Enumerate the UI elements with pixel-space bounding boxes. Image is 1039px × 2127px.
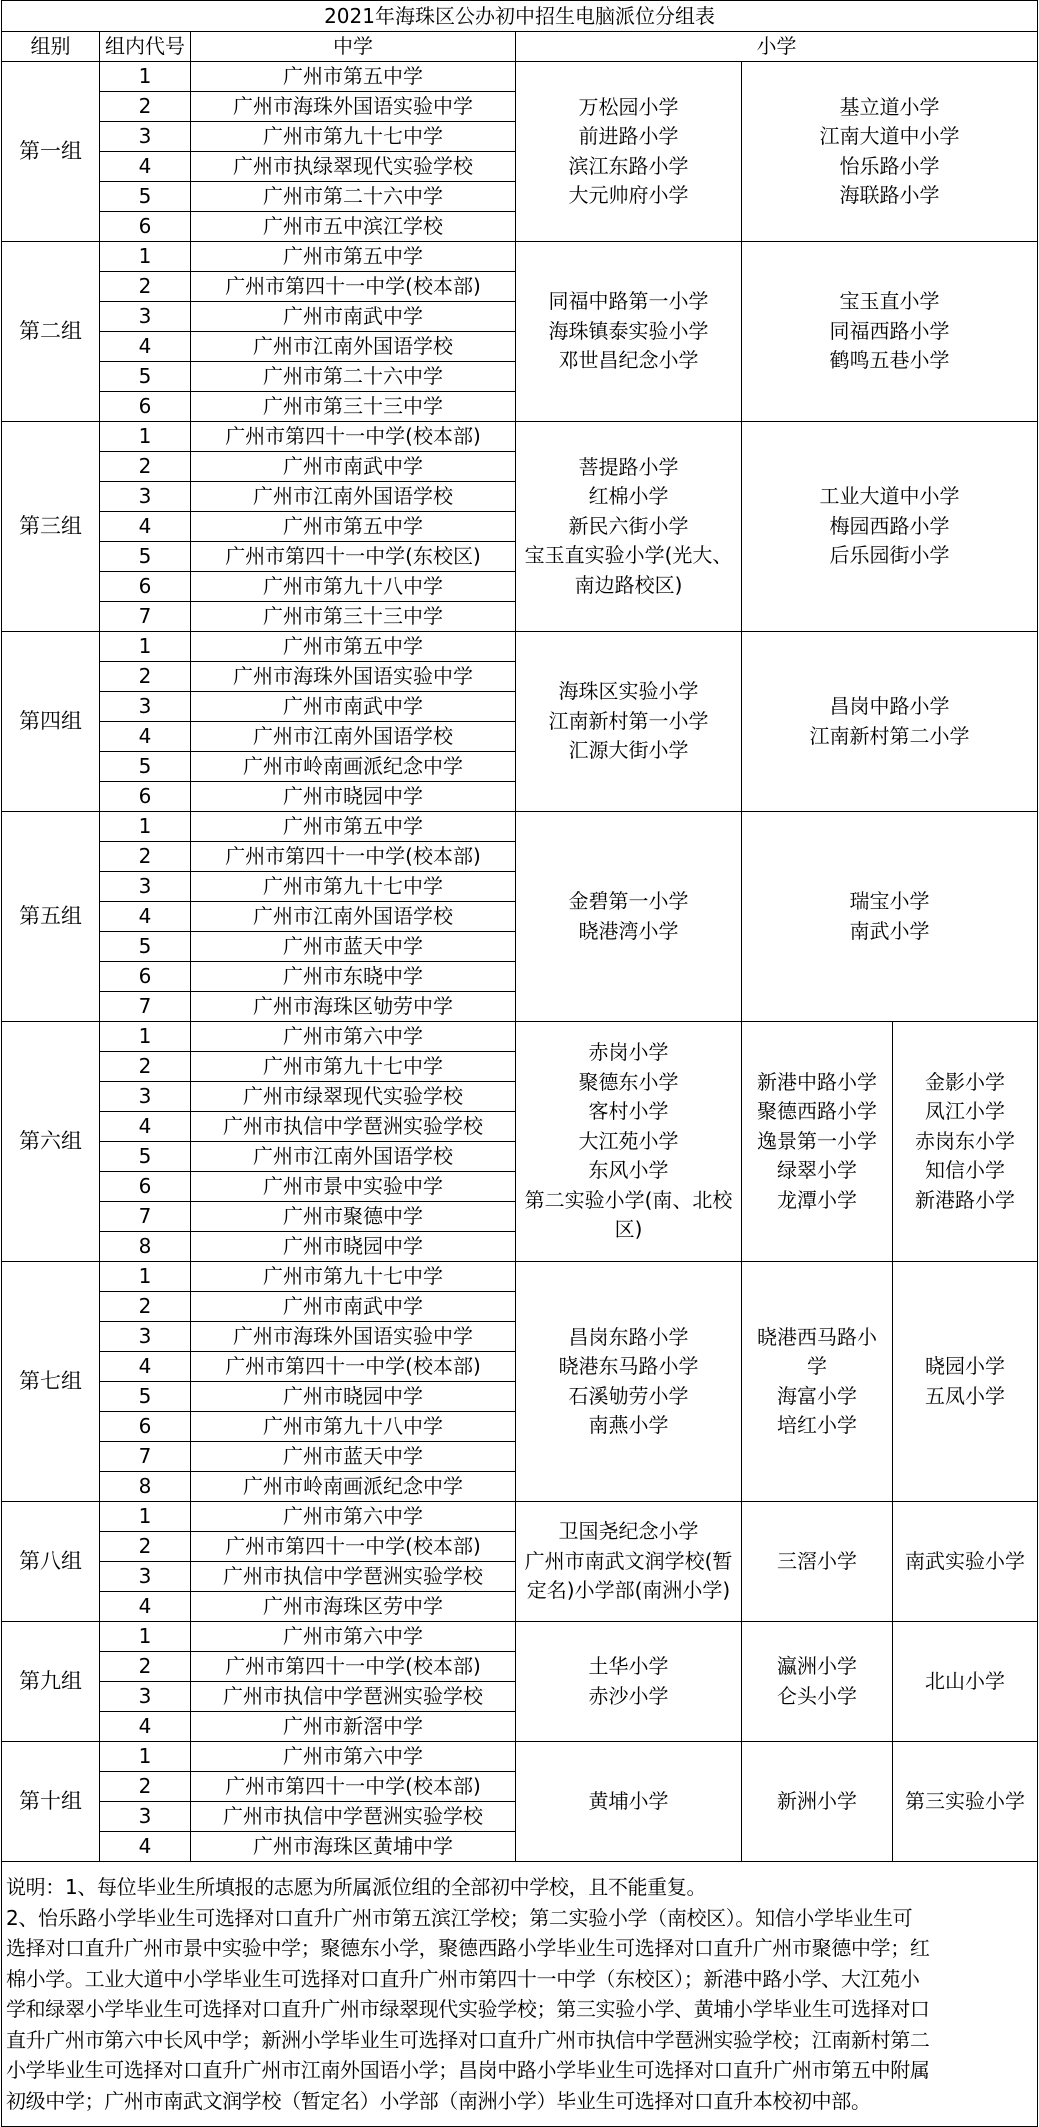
middle-school-cell: 广州市第四十一中学(校本部) bbox=[191, 272, 516, 302]
middle-school-cell: 广州市海珠区劬劳中学 bbox=[191, 992, 516, 1022]
primary-school-name: 东风小学 bbox=[588, 1158, 669, 1183]
group-code-cell: 1 bbox=[100, 632, 191, 662]
primary-school-name: 前进路小学 bbox=[578, 124, 679, 148]
primary-school-name: 邓世昌纪念小学 bbox=[558, 348, 699, 373]
primary-school-cell bbox=[516, 422, 742, 632]
group-code-cell: 5 bbox=[100, 182, 191, 212]
table-row bbox=[2, 1742, 1038, 1772]
middle-school-cell: 广州市聚德中学 bbox=[191, 1202, 516, 1232]
table-row bbox=[2, 1622, 1038, 1652]
group-code-cell: 5 bbox=[100, 542, 191, 572]
group-code-cell: 3 bbox=[100, 302, 191, 332]
primary-school-name: 赤岗东小学 bbox=[915, 1128, 1016, 1153]
notes-cell bbox=[2, 1862, 1038, 2127]
primary-school-cell bbox=[893, 1022, 1038, 1262]
middle-school-cell: 广州市第四十一中学(校本部) bbox=[191, 842, 516, 872]
middle-school-cell: 广州市第六中学 bbox=[191, 1502, 516, 1532]
primary-school-name: 海珠镇泰实验小学 bbox=[548, 318, 709, 343]
note-line: 选择对口直升广州市景中实验中学；聚德东小学，聚德西路小学毕业生可选择对口直升广州市聚德中学；红 bbox=[6, 1936, 930, 1960]
middle-school-cell: 广州市南武中学 bbox=[191, 302, 516, 332]
table-row bbox=[2, 1502, 1038, 1532]
primary-school-name: 五凤小学 bbox=[925, 1383, 1006, 1408]
primary-school-cell bbox=[516, 62, 742, 242]
group-code-cell: 2 bbox=[100, 1052, 191, 1082]
group-code-cell: 4 bbox=[100, 332, 191, 362]
middle-school-cell: 广州市执信中学琶洲实验学校 bbox=[191, 1112, 516, 1142]
primary-school-name: 万松园小学 bbox=[578, 94, 679, 119]
group-code-cell: 4 bbox=[100, 1112, 191, 1142]
middle-school-cell: 广州市第三十三中学 bbox=[191, 602, 516, 632]
middle-school-cell: 广州市第五中学 bbox=[191, 812, 516, 842]
group-name-cell: 第一组 bbox=[2, 62, 100, 242]
primary-school-cell bbox=[516, 1262, 742, 1502]
middle-school-cell: 广州市执信中学琶洲实验学校 bbox=[191, 1682, 516, 1712]
primary-school-name: 晓园小学 bbox=[925, 1354, 1006, 1378]
group-code-cell: 6 bbox=[100, 572, 191, 602]
group-code-cell: 4 bbox=[100, 1352, 191, 1382]
group-code-cell: 3 bbox=[100, 692, 191, 722]
primary-school-name: 江南新村第一小学 bbox=[548, 708, 709, 733]
primary-school-name: 逸景第一小学 bbox=[757, 1128, 877, 1153]
group-code-cell: 2 bbox=[100, 1652, 191, 1682]
primary-school-name: 三滘小学 bbox=[777, 1548, 857, 1573]
primary-school-cell bbox=[742, 242, 1038, 422]
primary-school-name: 海联路小学 bbox=[839, 183, 940, 207]
group-code-cell: 5 bbox=[100, 1382, 191, 1412]
group-code-cell: 6 bbox=[100, 1172, 191, 1202]
group-code-cell: 6 bbox=[100, 212, 191, 242]
primary-school-cell bbox=[516, 1622, 742, 1742]
group-code-cell: 1 bbox=[100, 1622, 191, 1652]
middle-school-cell: 广州市执绿翠现代实验学校 bbox=[191, 152, 516, 182]
primary-school-name: 汇源大街小学 bbox=[568, 738, 689, 763]
group-code-cell: 3 bbox=[100, 1682, 191, 1712]
group-code-cell: 7 bbox=[100, 1442, 191, 1472]
group-code-cell: 2 bbox=[100, 1772, 191, 1802]
group-code-cell: 8 bbox=[100, 1232, 191, 1262]
group-code-cell: 8 bbox=[100, 1472, 191, 1502]
middle-school-cell: 广州市第四十一中学(校本部) bbox=[191, 1352, 516, 1382]
primary-school-name: 聚德东小学 bbox=[578, 1069, 679, 1094]
group-code-cell: 6 bbox=[100, 1412, 191, 1442]
primary-school-name: 定名)小学部(南洲小学) bbox=[526, 1578, 731, 1603]
group-code-cell: 2 bbox=[100, 452, 191, 482]
primary-school-name: 红棉小学 bbox=[588, 484, 669, 509]
middle-school-cell: 广州市海珠区劳中学 bbox=[191, 1592, 516, 1622]
primary-school-name: 凤江小学 bbox=[925, 1099, 1006, 1124]
primary-school-cell bbox=[893, 1622, 1038, 1742]
group-code-cell: 3 bbox=[100, 122, 191, 152]
table-row bbox=[2, 812, 1038, 842]
middle-school-cell: 广州市江南外国语学校 bbox=[191, 722, 516, 752]
note-line: 小学毕业生可选择对口直升广州市江南外国语小学；昌岗中路小学毕业生可选择对口直升广州市第五中附属 bbox=[6, 2058, 930, 2082]
group-code-cell: 4 bbox=[100, 1592, 191, 1622]
group-code-cell: 6 bbox=[100, 782, 191, 812]
group-code-cell: 1 bbox=[100, 62, 191, 92]
note-line: 学和绿翠小学毕业生可选择对口直升广州市绿翠现代实验学校；第三实验小学、黄埔小学毕业生可选择对口 bbox=[6, 1997, 930, 2021]
primary-school-cell bbox=[742, 632, 1038, 812]
group-code-cell: 7 bbox=[100, 602, 191, 632]
middle-school-cell: 广州市蓝天中学 bbox=[191, 932, 516, 962]
primary-school-name: 江南新村第二小学 bbox=[809, 723, 970, 748]
primary-school-name: 培红小学 bbox=[777, 1413, 857, 1437]
group-code-cell: 6 bbox=[100, 392, 191, 422]
primary-school-cell bbox=[742, 812, 1038, 1022]
middle-school-cell: 广州市景中实验中学 bbox=[191, 1172, 516, 1202]
primary-school-name: 瑞宝小学 bbox=[849, 889, 930, 913]
primary-school-name: 第三实验小学 bbox=[905, 1788, 1026, 1813]
group-name-cell: 第八组 bbox=[2, 1502, 100, 1622]
primary-school-cell bbox=[516, 1502, 742, 1622]
group-code-cell: 1 bbox=[100, 812, 191, 842]
primary-school-name: 南武实验小学 bbox=[905, 1548, 1026, 1573]
primary-school-name: 瀛洲小学 bbox=[777, 1654, 857, 1678]
group-code-cell: 7 bbox=[100, 992, 191, 1022]
header-middle-school: 中学 bbox=[191, 32, 516, 62]
group-name-cell: 第三组 bbox=[2, 422, 100, 632]
middle-school-cell: 广州市第六中学 bbox=[191, 1742, 516, 1772]
note-line: 初级中学；广州市南武文润学校（暂定名）小学部（南洲小学）毕业生可选择对口直升本校初中部。 bbox=[6, 2088, 871, 2113]
primary-school-name: 基立道小学 bbox=[839, 94, 940, 119]
group-code-cell: 5 bbox=[100, 362, 191, 392]
middle-school-cell: 广州市江南外国语学校 bbox=[191, 482, 516, 512]
table-row bbox=[2, 422, 1038, 452]
primary-school-name: 海珠区实验小学 bbox=[558, 679, 699, 704]
middle-school-cell: 广州市第二十六中学 bbox=[191, 182, 516, 212]
primary-school-name: 仑头小学 bbox=[777, 1683, 857, 1708]
group-code-cell: 1 bbox=[100, 1022, 191, 1052]
middle-school-cell: 广州市海珠外国语实验中学 bbox=[191, 92, 516, 122]
primary-school-name: 区) bbox=[614, 1217, 643, 1242]
middle-school-cell: 广州市第四十一中学(校本部) bbox=[191, 1532, 516, 1562]
middle-school-cell: 广州市执信中学琶洲实验学校 bbox=[191, 1562, 516, 1592]
primary-school-cell bbox=[516, 632, 742, 812]
group-code-cell: 6 bbox=[100, 962, 191, 992]
group-code-cell: 4 bbox=[100, 152, 191, 182]
table-title: 2021年海珠区公办初中招生电脑派位分组表 bbox=[2, 1, 1038, 32]
group-code-cell: 3 bbox=[100, 1082, 191, 1112]
primary-school-name: 同福中路第一小学 bbox=[548, 289, 709, 314]
primary-school-name: 赤沙小学 bbox=[588, 1683, 669, 1708]
group-code-cell: 3 bbox=[100, 1562, 191, 1592]
group-code-cell: 4 bbox=[100, 1832, 191, 1862]
group-code-cell: 5 bbox=[100, 932, 191, 962]
middle-school-cell: 广州市第九十七中学 bbox=[191, 1052, 516, 1082]
group-code-cell: 2 bbox=[100, 842, 191, 872]
group-name-cell: 第四组 bbox=[2, 632, 100, 812]
group-code-cell: 4 bbox=[100, 1712, 191, 1742]
primary-school-cell bbox=[742, 1742, 893, 1862]
primary-school-name: 南武小学 bbox=[849, 918, 930, 943]
primary-school-name: 昌岗中路小学 bbox=[829, 694, 950, 718]
middle-school-cell: 广州市第九十七中学 bbox=[191, 872, 516, 902]
primary-school-name: 客村小学 bbox=[588, 1099, 669, 1124]
group-name-cell: 第五组 bbox=[2, 812, 100, 1022]
note-line: 说明：1、每位毕业生所填报的志愿为所属派位组的全部初中学校，且不能重复。 bbox=[6, 1875, 707, 1899]
group-code-cell: 2 bbox=[100, 272, 191, 302]
primary-school-name: 南燕小学 bbox=[588, 1413, 669, 1437]
note-line: 2、怡乐路小学毕业生可选择对口直升广州市第五滨江学校；第二实验小学（南校区）。知信小学毕业生可 bbox=[6, 1905, 913, 1930]
primary-school-name: 赤岗小学 bbox=[588, 1040, 669, 1065]
primary-school-name: 聚德西路小学 bbox=[757, 1099, 877, 1124]
middle-school-cell: 广州市第五中学 bbox=[191, 512, 516, 542]
middle-school-cell: 广州市第九十七中学 bbox=[191, 1262, 516, 1292]
middle-school-cell: 广州市岭南画派纪念中学 bbox=[191, 752, 516, 782]
group-code-cell: 5 bbox=[100, 752, 191, 782]
primary-school-name: 后乐园街小学 bbox=[829, 543, 950, 568]
group-code-cell: 4 bbox=[100, 722, 191, 752]
middle-school-cell: 广州市第六中学 bbox=[191, 1022, 516, 1052]
primary-school-name: 龙潭小学 bbox=[777, 1187, 857, 1212]
group-code-cell: 4 bbox=[100, 902, 191, 932]
group-code-cell: 7 bbox=[100, 1202, 191, 1232]
primary-school-name: 新港路小学 bbox=[915, 1187, 1016, 1212]
primary-school-name: 大江苑小学 bbox=[578, 1128, 679, 1153]
middle-school-cell: 广州市南武中学 bbox=[191, 1292, 516, 1322]
middle-school-cell: 广州市第四十一中学(校本部) bbox=[191, 1652, 516, 1682]
header-code: 组内代号 bbox=[100, 32, 191, 62]
primary-school-name: 土华小学 bbox=[588, 1654, 669, 1678]
primary-school-name: 南边路校区) bbox=[574, 572, 683, 597]
primary-school-cell bbox=[893, 1502, 1038, 1622]
group-code-cell: 1 bbox=[100, 1502, 191, 1532]
group-code-cell: 1 bbox=[100, 242, 191, 272]
group-name-cell: 第二组 bbox=[2, 242, 100, 422]
primary-school-name: 江南大道中小学 bbox=[819, 124, 960, 148]
primary-school-name: 金碧第一小学 bbox=[568, 889, 689, 913]
primary-school-name: 鹤鸣五巷小学 bbox=[829, 348, 950, 373]
primary-school-name: 绿翠小学 bbox=[777, 1158, 857, 1183]
middle-school-cell: 广州市东晓中学 bbox=[191, 962, 516, 992]
primary-school-name: 金影小学 bbox=[925, 1069, 1006, 1094]
middle-school-cell: 广州市海珠区黄埔中学 bbox=[191, 1832, 516, 1862]
group-code-cell: 3 bbox=[100, 1322, 191, 1352]
allocation-sheet bbox=[1, 0, 1037, 2127]
middle-school-cell: 广州市第五中学 bbox=[191, 632, 516, 662]
middle-school-cell: 广州市第四十一中学(东校区) bbox=[191, 542, 516, 572]
table-row bbox=[2, 1262, 1038, 1292]
middle-school-cell: 广州市五中滨江学校 bbox=[191, 212, 516, 242]
group-code-cell: 4 bbox=[100, 512, 191, 542]
group-code-cell: 2 bbox=[100, 92, 191, 122]
primary-school-name: 知信小学 bbox=[925, 1158, 1006, 1183]
primary-school-name: 新港中路小学 bbox=[757, 1069, 877, 1094]
middle-school-cell: 广州市第三十三中学 bbox=[191, 392, 516, 422]
primary-school-name: 梅园西路小学 bbox=[829, 513, 950, 538]
primary-school-name: 北山小学 bbox=[925, 1668, 1006, 1693]
group-code-cell: 2 bbox=[100, 662, 191, 692]
group-code-cell: 5 bbox=[100, 1142, 191, 1172]
primary-school-name: 黄埔小学 bbox=[588, 1788, 669, 1813]
primary-school-name: 晓港东马路小学 bbox=[558, 1354, 699, 1378]
middle-school-cell: 广州市执信中学琶洲实验学校 bbox=[191, 1802, 516, 1832]
middle-school-cell: 广州市第二十六中学 bbox=[191, 362, 516, 392]
primary-school-name: 怡乐路小学 bbox=[839, 153, 940, 178]
primary-school-name: 宝玉直小学 bbox=[839, 289, 940, 314]
primary-school-name: 第二实验小学(南、北校 bbox=[524, 1187, 733, 1212]
primary-school-cell bbox=[742, 422, 1038, 632]
middle-school-cell: 广州市第九十七中学 bbox=[191, 122, 516, 152]
middle-school-cell: 广州市第五中学 bbox=[191, 62, 516, 92]
table-row bbox=[2, 1022, 1038, 1052]
note-line: 直升广州市第六中长风中学；新洲小学毕业生可选择对口直升广州市执信中学琶洲实验学校；江南新村第二 bbox=[6, 2027, 930, 2052]
group-name-cell: 第七组 bbox=[2, 1262, 100, 1502]
middle-school-cell: 广州市第六中学 bbox=[191, 1622, 516, 1652]
primary-school-name: 新民六街小学 bbox=[568, 513, 689, 538]
middle-school-cell: 广州市晓园中学 bbox=[191, 1382, 516, 1412]
middle-school-cell: 广州市第四十一中学(校本部) bbox=[191, 1772, 516, 1802]
group-code-cell: 2 bbox=[100, 1532, 191, 1562]
middle-school-cell: 广州市江南外国语学校 bbox=[191, 1142, 516, 1172]
primary-school-name: 滨江东路小学 bbox=[568, 153, 689, 178]
group-name-cell: 第六组 bbox=[2, 1022, 100, 1262]
primary-school-name: 工业大道中小学 bbox=[819, 484, 960, 509]
table-row bbox=[2, 632, 1038, 662]
middle-school-cell: 广州市江南外国语学校 bbox=[191, 902, 516, 932]
middle-school-cell: 广州市晓园中学 bbox=[191, 782, 516, 812]
primary-school-cell bbox=[742, 1262, 893, 1502]
group-code-cell: 1 bbox=[100, 1262, 191, 1292]
group-code-cell: 3 bbox=[100, 482, 191, 512]
middle-school-cell: 广州市晓园中学 bbox=[191, 1232, 516, 1262]
middle-school-cell: 广州市南武中学 bbox=[191, 692, 516, 722]
middle-school-cell: 广州市第九十八中学 bbox=[191, 1412, 516, 1442]
primary-school-name: 晓港西马路小 bbox=[757, 1324, 877, 1349]
middle-school-cell: 广州市第四十一中学(校本部) bbox=[191, 422, 516, 452]
primary-school-name: 宝玉直实验小学(光大、 bbox=[524, 543, 733, 568]
allocation-table bbox=[1, 0, 1038, 2127]
primary-school-cell bbox=[516, 1022, 742, 1262]
primary-school-cell bbox=[893, 1742, 1038, 1862]
primary-school-name: 菩提路小学 bbox=[578, 454, 679, 479]
primary-school-name: 同福西路小学 bbox=[829, 318, 950, 343]
middle-school-cell: 广州市岭南画派纪念中学 bbox=[191, 1472, 516, 1502]
table-row bbox=[2, 242, 1038, 272]
primary-school-name: 晓港湾小学 bbox=[578, 918, 679, 943]
primary-school-cell bbox=[516, 1742, 742, 1862]
primary-school-name: 学 bbox=[807, 1354, 827, 1378]
primary-school-name: 新洲小学 bbox=[777, 1788, 857, 1813]
middle-school-cell: 广州市蓝天中学 bbox=[191, 1442, 516, 1472]
primary-school-cell bbox=[516, 242, 742, 422]
group-name-cell: 第九组 bbox=[2, 1622, 100, 1742]
primary-school-cell bbox=[742, 1622, 893, 1742]
primary-school-name: 海富小学 bbox=[777, 1383, 857, 1408]
primary-school-name: 石溪劬劳小学 bbox=[568, 1383, 689, 1408]
group-code-cell: 2 bbox=[100, 1292, 191, 1322]
group-code-cell: 3 bbox=[100, 872, 191, 902]
header-group: 组别 bbox=[2, 32, 100, 62]
middle-school-cell: 广州市第五中学 bbox=[191, 242, 516, 272]
group-code-cell: 1 bbox=[100, 422, 191, 452]
note-line: 棉小学。工业大道中小学毕业生可选择对口直升广州市第四十一中学（东校区）；新港中路小学、大江苑小 bbox=[6, 1966, 920, 1991]
primary-school-name: 卫国尧纪念小学 bbox=[558, 1519, 699, 1544]
middle-school-cell: 广州市绿翠现代实验学校 bbox=[191, 1082, 516, 1112]
primary-school-cell bbox=[742, 1022, 893, 1262]
group-code-cell: 3 bbox=[100, 1802, 191, 1832]
middle-school-cell: 广州市第九十八中学 bbox=[191, 572, 516, 602]
middle-school-cell: 广州市海珠外国语实验中学 bbox=[191, 662, 516, 692]
group-code-cell: 1 bbox=[100, 1742, 191, 1772]
primary-school-cell bbox=[742, 62, 1038, 242]
primary-school-name: 昌岗东路小学 bbox=[568, 1324, 689, 1349]
primary-school-cell bbox=[893, 1262, 1038, 1502]
middle-school-cell: 广州市新滘中学 bbox=[191, 1712, 516, 1742]
primary-school-cell bbox=[516, 812, 742, 1022]
middle-school-cell: 广州市江南外国语学校 bbox=[191, 332, 516, 362]
table-row bbox=[2, 62, 1038, 92]
middle-school-cell: 广州市南武中学 bbox=[191, 452, 516, 482]
middle-school-cell: 广州市海珠外国语实验中学 bbox=[191, 1322, 516, 1352]
primary-school-name: 大元帅府小学 bbox=[568, 183, 689, 207]
header-primary-school: 小学 bbox=[516, 32, 1038, 62]
primary-school-cell bbox=[742, 1502, 893, 1622]
primary-school-name: 广州市南武文润学校(暂 bbox=[524, 1548, 733, 1573]
group-name-cell: 第十组 bbox=[2, 1742, 100, 1862]
